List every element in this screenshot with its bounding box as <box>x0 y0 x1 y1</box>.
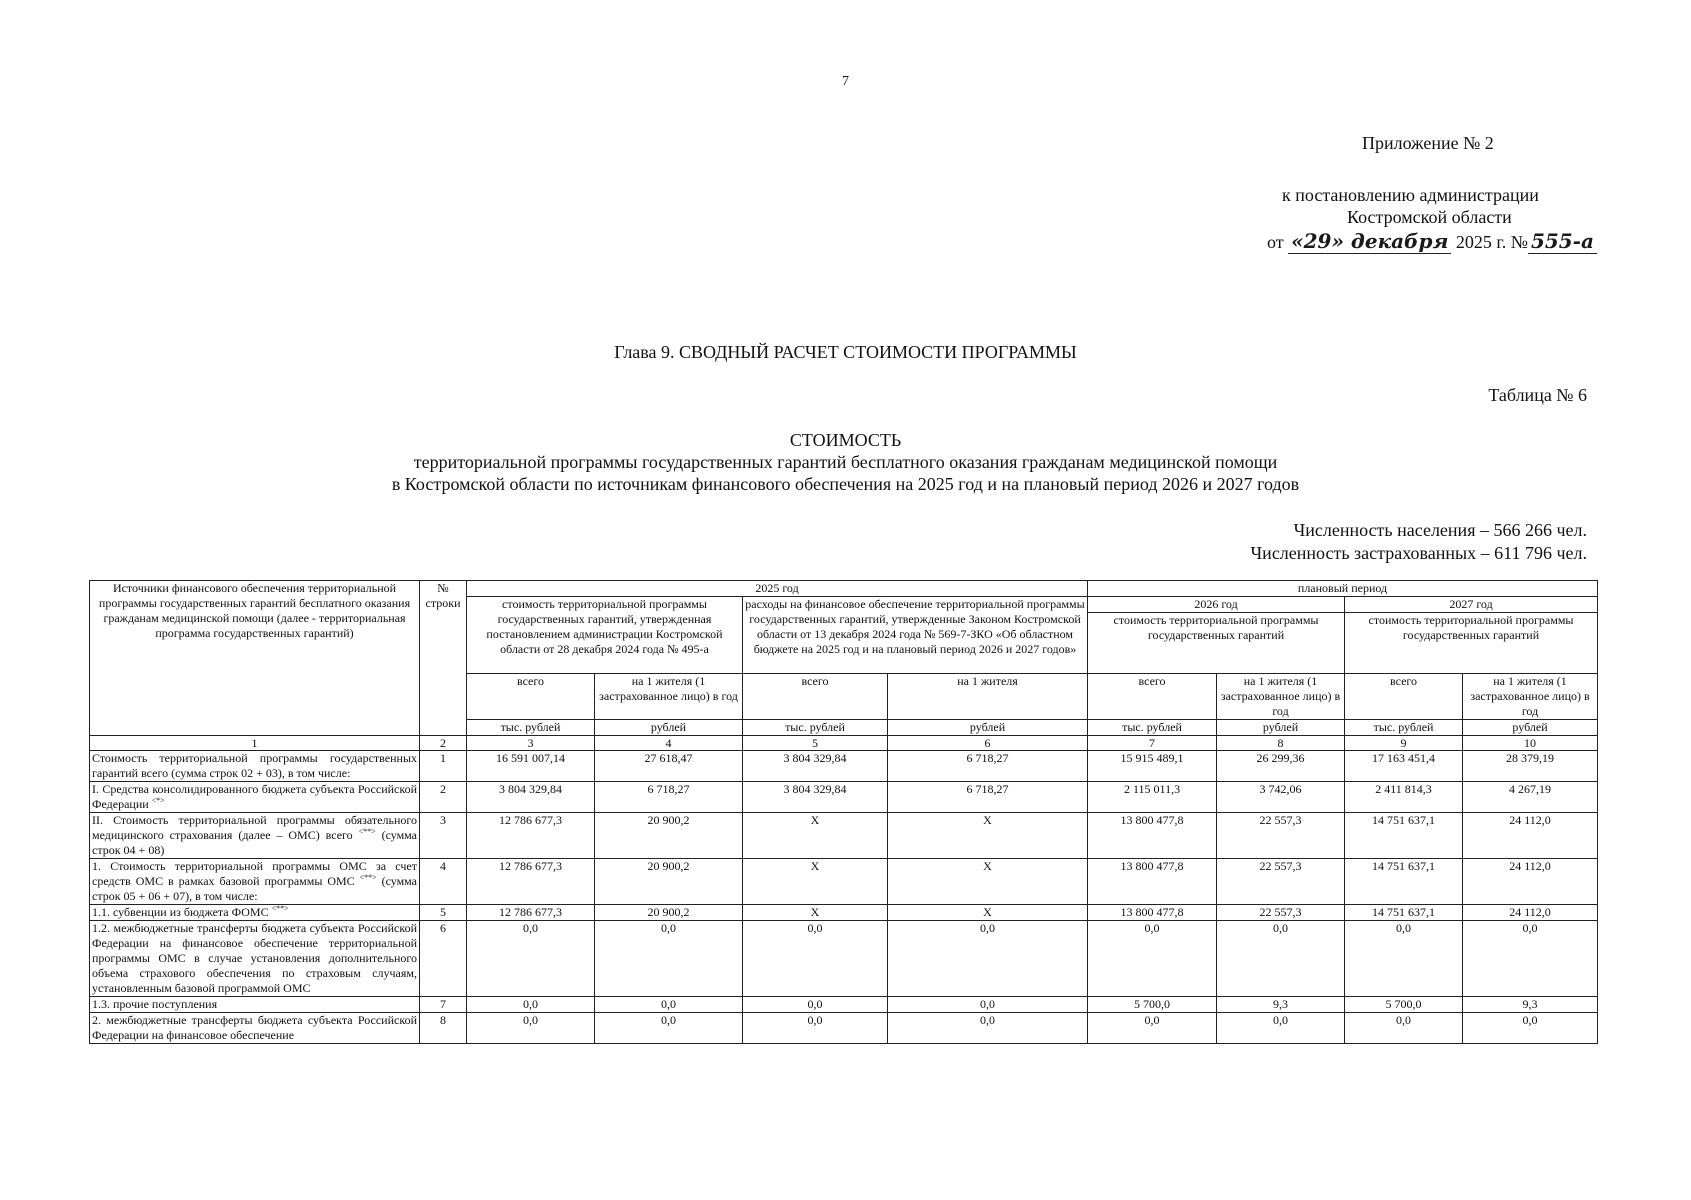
value-cell: 13 800 477,8 <box>1088 859 1217 905</box>
header-unit-rub: рублей <box>888 720 1088 736</box>
column-number: 1 <box>90 736 420 751</box>
value-cell: 28 379,19 <box>1463 751 1598 782</box>
table-row <box>90 782 1598 813</box>
value-cell: 0,0 <box>1088 1013 1217 1044</box>
value-cell: 0,0 <box>1088 921 1217 997</box>
header-source: Источники финансового обеспечения территориальной программы государственных гарантий бесплатного оказания гражданам медицинской помощи (далее - территориальная программа государственных гарантий) <box>90 581 420 736</box>
value-cell: Х <box>888 859 1088 905</box>
value-cell: 0,0 <box>595 997 743 1013</box>
value-cell: 6 718,27 <box>595 782 743 813</box>
row-source-label <box>90 751 420 782</box>
row-number: 5 <box>420 905 467 921</box>
decree-date-prefix: от <box>1267 232 1284 252</box>
header-per-resident: на 1 жителя <box>888 674 1088 720</box>
appendix-title: Приложение № 2 <box>1362 133 1494 153</box>
value-cell: 0,0 <box>467 921 595 997</box>
value-cell: 0,0 <box>888 1013 1088 1044</box>
row-number: 3 <box>420 813 467 859</box>
column-number: 5 <box>743 736 888 751</box>
insured-count: Численность застрахованных – 611 796 чел. <box>1250 543 1587 563</box>
value-cell: Х <box>743 859 888 905</box>
header-total: всего <box>467 674 595 720</box>
column-number: 10 <box>1463 736 1598 751</box>
column-number: 7 <box>1088 736 1217 751</box>
row-number: 1 <box>420 751 467 782</box>
value-cell: Х <box>888 905 1088 921</box>
value-cell: 0,0 <box>1217 1013 1345 1044</box>
row-source-text: 1.2. межбюджетные трансферты бюджета субъекта Российской Федерации на финансовое обеспечение территориальной программы ОМС в случае установления дополнительного объема страхового обеспечения по страховым случаям, установленным базовой программой ОМС <box>92 921 417 995</box>
header-total: всего <box>1088 674 1217 720</box>
document-title: СТОИМОСТЬ <box>789 430 902 450</box>
value-cell: 0,0 <box>743 921 888 997</box>
value-cell: 13 800 477,8 <box>1088 905 1217 921</box>
header-year-2026: 2026 год <box>1088 597 1345 613</box>
value-cell: 0,0 <box>888 997 1088 1013</box>
value-cell: 14 751 637,1 <box>1345 813 1463 859</box>
column-number: 8 <box>1217 736 1345 751</box>
header-cost-2027: стоимость территориальной программы государственных гарантий <box>1345 613 1598 674</box>
decree-year: 2025 г. № <box>1455 232 1528 252</box>
document-subtitle-line1: территориальной программы государственных гарантий бесплатного оказания гражданам медицинской помощи <box>413 452 1278 472</box>
value-cell: 3 804 329,84 <box>743 751 888 782</box>
value-cell: 22 557,3 <box>1217 813 1345 859</box>
header-unit-rub: рублей <box>1217 720 1345 736</box>
row-source-label <box>90 905 420 921</box>
header-unit-rub: рублей <box>595 720 743 736</box>
row-number: 2 <box>420 782 467 813</box>
table-row <box>90 859 1598 905</box>
value-cell: 0,0 <box>1463 1013 1598 1044</box>
row-source-text: 1. Стоимость территориальной программы ОМС за счет средств ОМС в рамках базовой программы ОМС <box>92 859 417 888</box>
column-number: 9 <box>1345 736 1463 751</box>
handwritten-decree-number: 555-а <box>1528 229 1597 254</box>
column-number: 6 <box>888 736 1088 751</box>
value-cell: 13 800 477,8 <box>1088 813 1217 859</box>
header-total: всего <box>743 674 888 720</box>
footnote-marker: <**> <box>359 873 377 882</box>
value-cell: 2 411 814,3 <box>1345 782 1463 813</box>
footnote-marker: <*> <box>151 796 165 805</box>
row-number: 6 <box>420 921 467 997</box>
row-source-text: II. Стоимость территориальной программы обязательного медицинского страхования (далее – ОМС) всего <box>92 813 417 842</box>
chapter-title: Глава 9. СВОДНЫЙ РАСЧЕТ СТОИМОСТИ ПРОГРАММЫ <box>614 342 1077 362</box>
row-source-label <box>90 921 420 997</box>
header-unit-thousand: тыс. рублей <box>743 720 888 736</box>
value-cell: 4 267,19 <box>1463 782 1598 813</box>
value-cell: 6 718,27 <box>888 751 1088 782</box>
value-cell: 0,0 <box>1217 921 1345 997</box>
row-source-text: 2. межбюджетные трансферты бюджета субъекта Российской Федерации на финансовое обеспечение <box>92 1013 417 1042</box>
row-source-text: Стоимость территориальной программы государственных гарантий всего (сумма строк 02 + 03), в том числе: <box>92 751 417 780</box>
value-cell: Х <box>888 813 1088 859</box>
value-cell: 3 742,06 <box>1217 782 1345 813</box>
header-year-2027: 2027 год <box>1345 597 1598 613</box>
value-cell: 0,0 <box>1463 921 1598 997</box>
decree-reference-line1: к постановлению администрации <box>1282 185 1539 205</box>
header-unit-thousand: тыс. рублей <box>1345 720 1463 736</box>
row-source-text: I. Средства консолидированного бюджета субъекта Российской Федерации <box>92 782 417 811</box>
value-cell: 12 786 677,3 <box>467 905 595 921</box>
value-cell: 0,0 <box>595 1013 743 1044</box>
footnote-marker: <**> <box>358 827 376 836</box>
handwritten-date: «29» декабря <box>1288 229 1451 254</box>
row-source-tail: (сумма строк 04 + 08) <box>92 828 418 857</box>
header-cost-approved: стоимость территориальной программы государственных гарантий, утвержденная постановлением администрации Костромской области от 28 декабря 2024 года № 495-а <box>467 597 743 674</box>
table-row <box>90 905 1598 921</box>
decree-date-line <box>1267 229 1597 254</box>
header-cost-2026: стоимость территориальной программы государственных гарантий <box>1088 613 1345 674</box>
column-number: 2 <box>420 736 467 751</box>
header-year-2025: 2025 год <box>467 581 1088 597</box>
value-cell: 20 900,2 <box>595 813 743 859</box>
header-expenses-law: расходы на финансовое обеспечение территориальной программы государственных гарантий, утвержденные Законом Костромской области от 13 декабря 2024 года № 569-7-ЗКО «Об областном бюджете на 2025 год и на плановый период 2026 и 2027 годов» <box>743 597 1088 674</box>
value-cell: 2 115 011,3 <box>1088 782 1217 813</box>
value-cell: 0,0 <box>743 997 888 1013</box>
value-cell: 17 163 451,4 <box>1345 751 1463 782</box>
row-source-label <box>90 859 420 905</box>
table-body <box>90 751 1598 1044</box>
table-label: Таблица № 6 <box>1488 385 1587 405</box>
value-cell: 0,0 <box>1345 1013 1463 1044</box>
value-cell: 24 112,0 <box>1463 859 1598 905</box>
row-source-tail: (сумма строк 05 + 06 + 07), в том числе: <box>92 874 418 903</box>
value-cell: 9,3 <box>1463 997 1598 1013</box>
value-cell: 5 700,0 <box>1345 997 1463 1013</box>
table-row <box>90 997 1598 1013</box>
value-cell: 6 718,27 <box>888 782 1088 813</box>
row-source-text: 1.3. прочие поступления <box>92 997 218 1011</box>
header-per-resident-insured: на 1 жителя (1 застрахованное лицо) в год <box>1463 674 1598 720</box>
value-cell: 0,0 <box>743 1013 888 1044</box>
row-source-label <box>90 1013 420 1044</box>
header-per-resident-insured: на 1 жителя (1 застрахованное лицо) в год <box>1217 674 1345 720</box>
value-cell: 24 112,0 <box>1463 813 1598 859</box>
row-source-label <box>90 782 420 813</box>
value-cell: Х <box>743 905 888 921</box>
row-number: 4 <box>420 859 467 905</box>
header-row-number: № строки <box>420 581 467 736</box>
value-cell: 0,0 <box>467 1013 595 1044</box>
value-cell: 26 299,36 <box>1217 751 1345 782</box>
value-cell: 3 804 329,84 <box>467 782 595 813</box>
value-cell: 0,0 <box>467 997 595 1013</box>
column-number-row <box>90 736 1598 751</box>
value-cell: 22 557,3 <box>1217 859 1345 905</box>
header-unit-rub: рублей <box>1463 720 1598 736</box>
value-cell: 9,3 <box>1217 997 1345 1013</box>
header-per-resident-insured: на 1 жителя (1 застрахованное лицо) в год <box>595 674 743 720</box>
value-cell: 22 557,3 <box>1217 905 1345 921</box>
population-count: Численность населения – 566 266 чел. <box>1293 520 1587 540</box>
value-cell: 14 751 637,1 <box>1345 905 1463 921</box>
table-row <box>90 751 1598 782</box>
value-cell: 0,0 <box>595 921 743 997</box>
value-cell: 20 900,2 <box>595 859 743 905</box>
value-cell: 16 591 007,14 <box>467 751 595 782</box>
column-number: 4 <box>595 736 743 751</box>
footnote-marker: <**> <box>271 904 289 913</box>
value-cell: 27 618,47 <box>595 751 743 782</box>
value-cell: 24 112,0 <box>1463 905 1598 921</box>
row-source-label <box>90 997 420 1013</box>
row-number: 8 <box>420 1013 467 1044</box>
row-number: 7 <box>420 997 467 1013</box>
header-unit-thousand: тыс. рублей <box>467 720 595 736</box>
column-number: 3 <box>467 736 595 751</box>
row-source-text: 1.1. субвенции из бюджета ФОМС <box>92 905 269 919</box>
value-cell: 20 900,2 <box>595 905 743 921</box>
page-number: 7 <box>842 74 849 89</box>
value-cell: 0,0 <box>1345 921 1463 997</box>
header-unit-thousand: тыс. рублей <box>1088 720 1217 736</box>
table-row <box>90 1013 1598 1044</box>
value-cell: 14 751 637,1 <box>1345 859 1463 905</box>
value-cell: 15 915 489,1 <box>1088 751 1217 782</box>
header-planned-period: плановый период <box>1088 581 1598 597</box>
table-row <box>90 813 1598 859</box>
decree-reference-line2: Костромской области <box>1347 207 1512 227</box>
value-cell: 3 804 329,84 <box>743 782 888 813</box>
document-subtitle-line2: в Костромской области по источникам финансового обеспечения на 2025 год и на плановый период 2026 и 2027 годов <box>391 474 1300 494</box>
value-cell: 0,0 <box>888 921 1088 997</box>
value-cell: 12 786 677,3 <box>467 813 595 859</box>
value-cell: 12 786 677,3 <box>467 859 595 905</box>
value-cell: Х <box>743 813 888 859</box>
value-cell: 5 700,0 <box>1088 997 1217 1013</box>
header-total: всего <box>1345 674 1463 720</box>
table-row <box>90 921 1598 997</box>
row-source-label <box>90 813 420 859</box>
program-cost-table <box>89 580 1598 1044</box>
